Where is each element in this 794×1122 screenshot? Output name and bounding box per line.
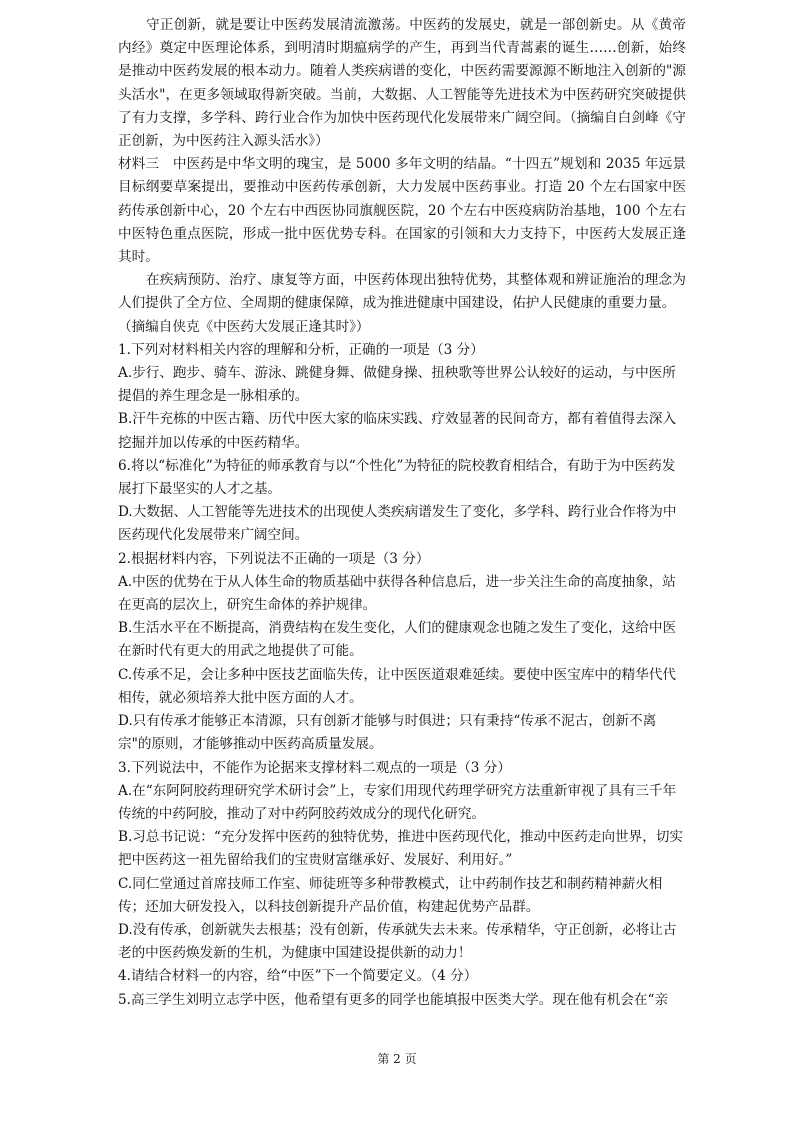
question-2-option-d: D.只有传承才能够正本清源，只有创新才能够与时俱进；只有秉持“传承不泥古，创新不离宗"的原则，才能够推动中医药高质量发展。 — [118, 713, 657, 753]
source-citation: （摘编自侠克《中医药大发展正逢其时》） — [118, 318, 370, 335]
question-3-option-a: A.在“东阿阿胶药理研究学术研讨会”上，专家们用现代药理学研究方法重新审视了具有三千年传统的中药阿胶，推动了对中药阿胶药效成分的现代化研究。 — [118, 782, 677, 822]
page-content — [118, 14, 686, 1012]
question-1-stem: 1.下列对材料相关内容的理解和分析，正确的一项是（3 分） — [118, 341, 484, 358]
paragraph-tcm-advantages: 在疾病预防、治疗、康复等方面，中医药体现出独特优势，其整体观和辨证施治的理念为人们提供了全方位、全周期的健康保障，成为推进健康中国建设，佑护人民健康的重要力量。 — [118, 272, 686, 312]
page-number: 第 2 页 — [377, 1052, 417, 1066]
question-1-option-c: 6.将以“标准化”为特征的师承教育与以“个性化”为特征的院校教育相结合，有助于为中医药发展打下最坚实的人才之基。 — [118, 457, 676, 498]
question-5: 5.高三学生刘明立志学中医，他希望有更多的同学也能填报中医类大学。现在他有机会在“亲 — [118, 991, 669, 1008]
question-3-option-b: B.习总书记说：“充分发挥中医药的独特优势，推进中医药现代化，推动中医药走向世界，切实把中医药这一祖先留给我们的宝贵财富继承好、发展好、利用好。” — [118, 829, 684, 869]
question-1-option-d: D.大数据、人工智能等先进技术的出现使人类疾病谱发生了变化，多学科、跨行业合作将为中医药现代化发展带来广阔空间。 — [118, 504, 677, 544]
question-2-option-c: C.传承不足，会让多种中医技艺面临失传，让中医医道艰难延续。要使中医宝库中的精华代代相传，就必须培养大批中医方面的人才。 — [118, 666, 676, 706]
question-3-option-d: D.没有传承，创新就失去根基；没有创新，传承就失去未来。传承精华，守正创新，必将让古老的中医药焕发新的生机，为健康中国建设提供新的动力！ — [118, 921, 677, 962]
question-3-stem: 3.下列说法中，不能作为论据来支撑材料二观点的一项是（3 分） — [118, 759, 511, 776]
question-1-option-a: A.步行、跑步、骑车、游泳、跳健身舞、做健身操、扭秧歌等世界公认较好的运动，与中医所提倡的养生理念是一脉相承的。 — [118, 365, 676, 405]
question-4: 4.请结合材料一的内容，给“中医”下一个简要定义。（4 分） — [118, 968, 478, 985]
question-2-option-a: A.中医的优势在于从人体生命的物质基础中获得各种信息后，进一步关注生命的高度抽象，站在更高的层次上，研究生命体的养护规律。 — [118, 573, 676, 614]
paragraph-material-three: 材料三 中医药是中华文明的瑰宝，是 5000 多年文明的结晶。“十四五”规划和 2035 年远景目标纲要草案提出，要推动中医药传承创新，大力发展中医药事业。打造 20 个左右国家中医药传承创新中心，20 个左右中西医协同旗舰医院，20 个左右中医疫病防治基地，100 个左右中医特色重点医院，形成一批中医优势专科。在国家的引领和大力支持下，中医药大发展正逢其时。 — [118, 156, 686, 266]
question-2-stem: 2.根据材料内容，下列说法不正确的一项是（3 分） — [118, 550, 430, 567]
question-3-option-c: C.同仁堂通过首席技师工作室、师徒班等多种带教模式，让中药制作技艺和制药精神薪火相传；还加大研发投入，以科技创新提升产品价值，构建起优势产品群。 — [118, 875, 663, 915]
question-2-option-b: B.生活水平在不断提高，消费结构在发生变化，人们的健康观念也随之发生了变化，这给中医在新时代有更大的用武之地提供了可能。 — [118, 620, 677, 660]
question-1-option-b: B.汗牛充栋的中医古籍、历代中医大家的临床实践、疗效显著的民间奇方，都有着值得去深入挖掘并加以传承的中医药精华。 — [118, 411, 677, 451]
paragraph-material-two-end: 守正创新，就是要让中医药发展清流激荡。中医药的发展史，就是一部创新史。从《黄帝内经》奠定中医理论体系，到明清时期瘟病学的产生，再到当代青蒿素的诞生……创新，始终是推动中医药发展的根本动力。随着人类疾病谱的变化，中医药需要源源不断地注入创新的"源头活水"，在更多领域取得新突破。当前，大数据、人工智能等先进技术为中医药研究突破提供了有力支撑，多学科、跨行业合作为加快中医药现代化发展带来广阔空间。（摘编自白剑峰《守正创新，为中医药注入源头活水》） — [118, 17, 686, 150]
